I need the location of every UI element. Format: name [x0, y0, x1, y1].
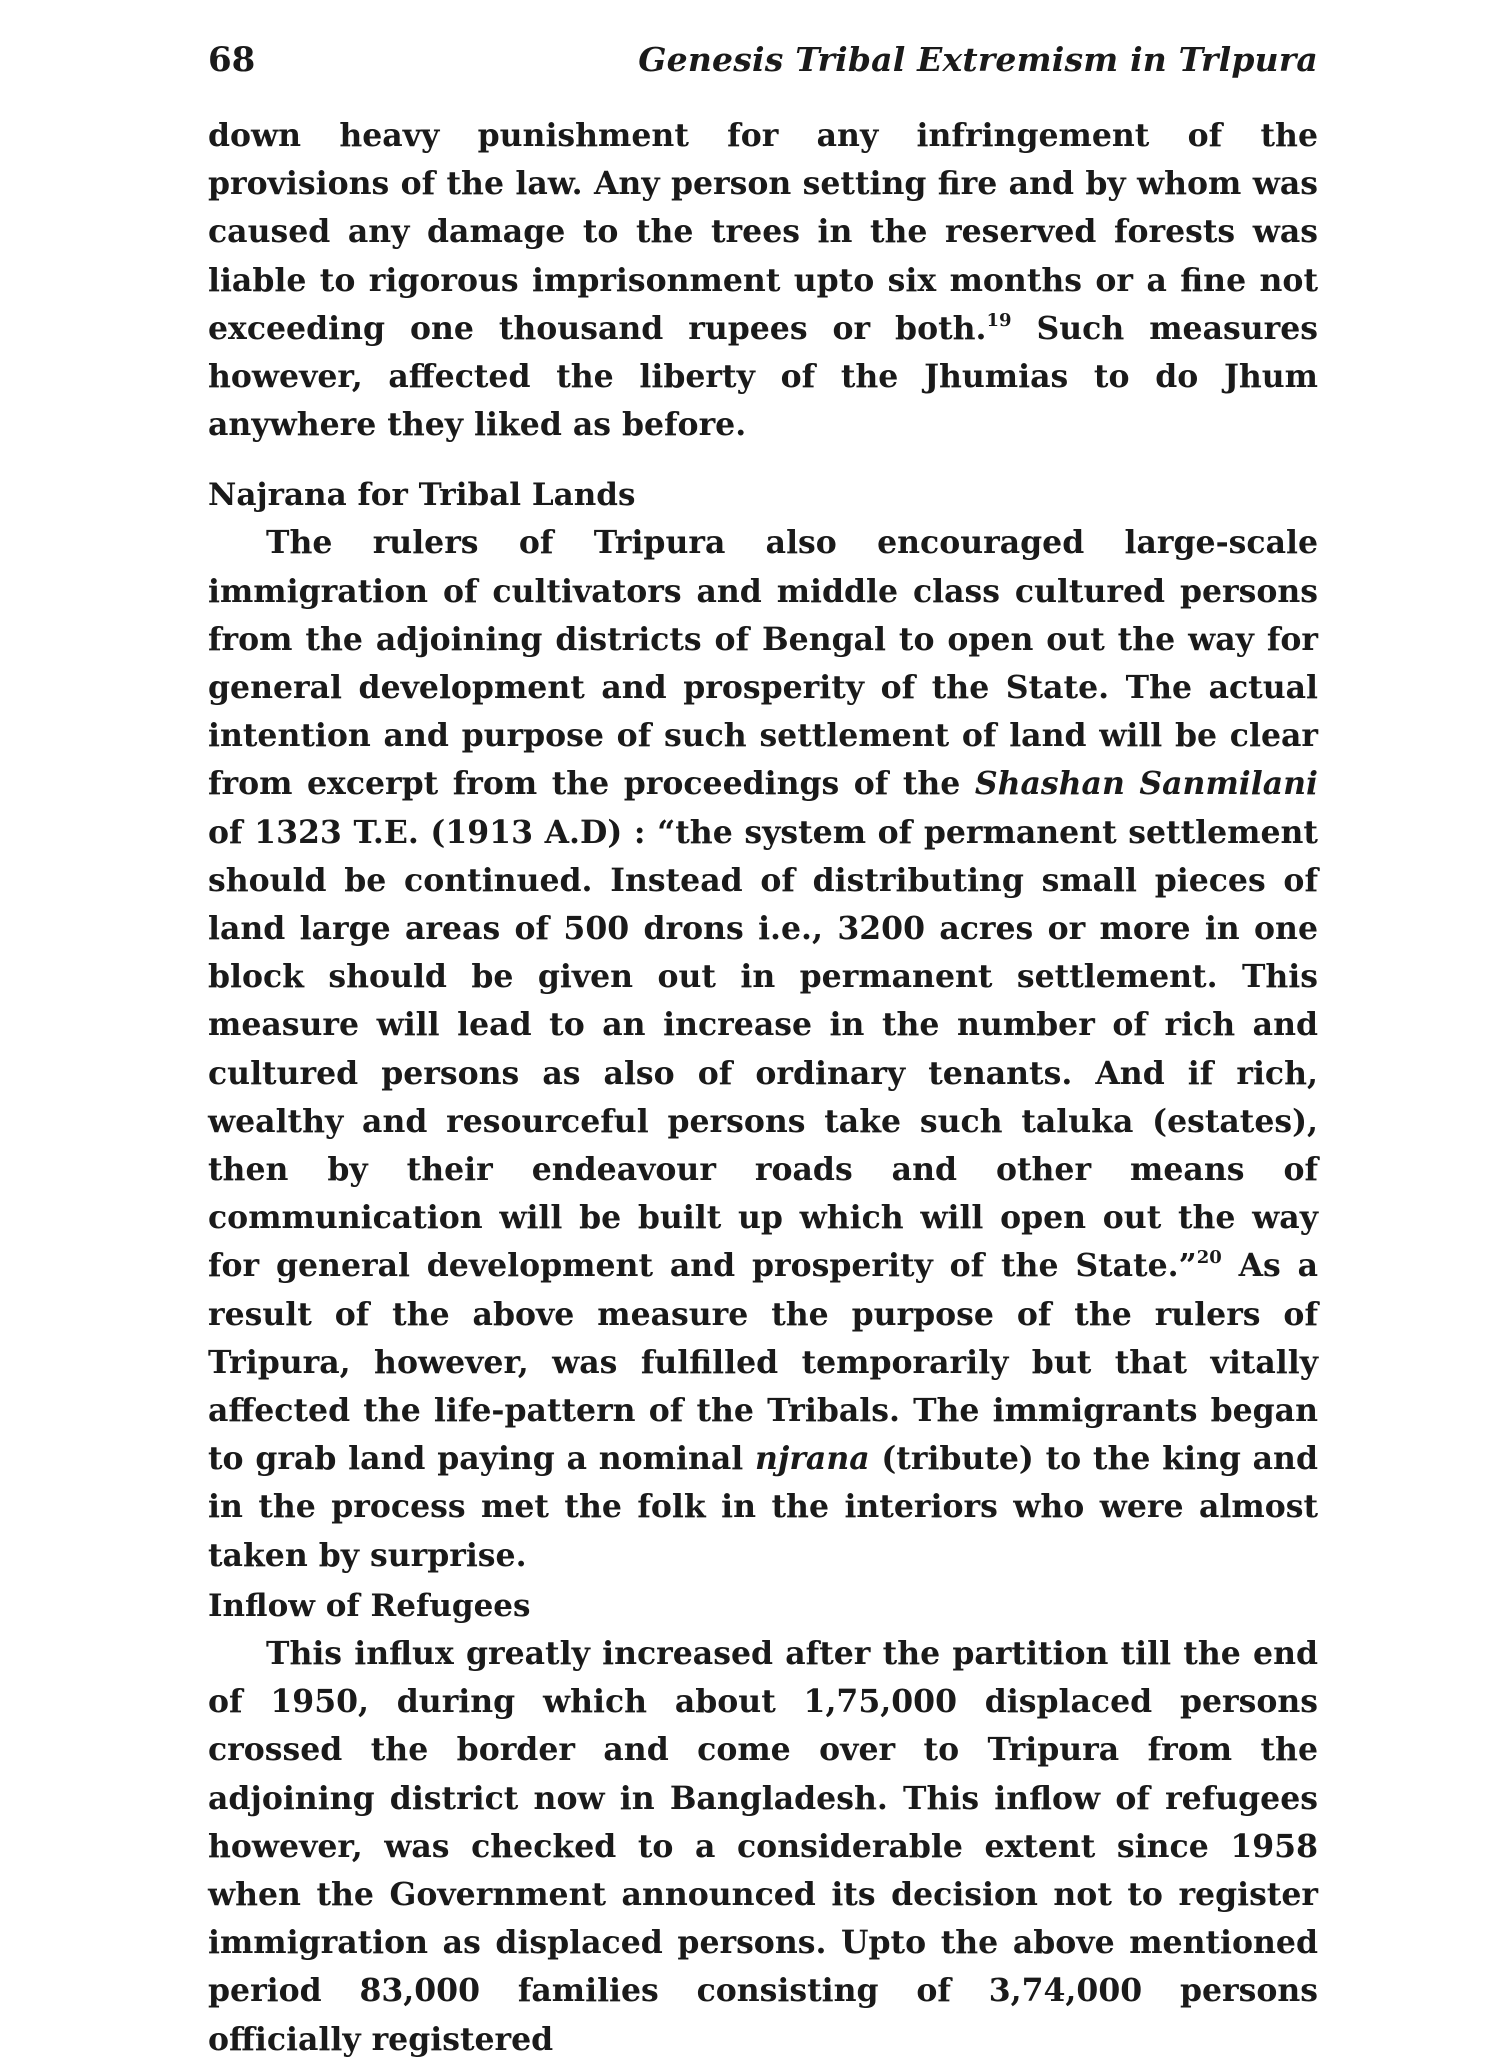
paragraph-refugees: This influx greatly increased after the partition till the end of 1950, during which about 1,75,000 displaced persons crossed the border and come over to Tripura from the adjoining district now in Bangladesh. This inflow of refugees however, was checked to a considerable extent since 1958 when the Government announced its decision not to register immigration as displaced persons. Upto the above mentioned period 83,000 families consisting of 3,74,000 persons officially registered: [208, 1634, 1318, 2058]
section-heading-najrana: Najrana for Tribal Lands: [208, 477, 636, 514]
book-page: [208, 40, 1318, 2064]
footnote-ref: 19: [986, 309, 1012, 331]
paragraph-text: of 1323 T.E. (1913 A.D) : “the system of permanent settlement should be continued. Instead of distributing small pieces of land large areas of 500 drons i.e., 3200 acres or more in one block should be given out in permanent settlement. This measure will lead to an increase in the number of rich and cultured persons as also of ordinary tenants. And if rich, wealthy and resourceful persons take such taluka (estates), then by their endeavour roads and other means of communication will be built up which will open out the way for general development and prosperity of the State.”: [208, 813, 1318, 1285]
paragraph-text: down heavy punishment for any infringement of the provisions of the law. Any person setting fire and by whom was caused any damage to the trees in the reserved forests was liable to rigorous imprisonment upto six months or a fine not exceeding one thousand rupees or both.: [208, 117, 1318, 347]
paragraph-continuation: [208, 112, 1318, 449]
paragraph-text: (tribute) to the king and in the process met the folk in the interiors who were almost taken by surprise.: [208, 1440, 1318, 1574]
paragraph-text: As a result of the above measure the purpose of the rulers of Tripura, however, was fulfilled temporarily but that vitally affected the life-pattern of the Tribals. The immigrants began to grab land paying a nominal: [208, 1247, 1318, 1478]
footnote-ref: 20: [1196, 1247, 1222, 1269]
paragraph-najrana: [208, 519, 1318, 1579]
page-number: 68: [208, 40, 256, 80]
page-header: [208, 40, 1318, 100]
section-heading-refugees: Inflow of Refugees: [208, 1587, 531, 1624]
paragraph-text: The rulers of Tripura also encouraged large-scale immigration of cultivators and middle class cultured persons from the adjoining districts of Bengal to open out the way for general development and prosperity of the State. The actual intention and purpose of such settlement of land will be clear from excerpt from the proceedings of the: [208, 524, 1318, 803]
italic-term: Shashan Sanmilani: [974, 765, 1318, 803]
paragraph-text: Such measures however, affected the liberty of the Jhumias to do Jhum anywhere they liked as before.: [208, 309, 1318, 444]
running-title: Genesis Tribal Extremism in Trlpura: [638, 40, 1318, 79]
italic-term: njrana: [755, 1440, 870, 1478]
